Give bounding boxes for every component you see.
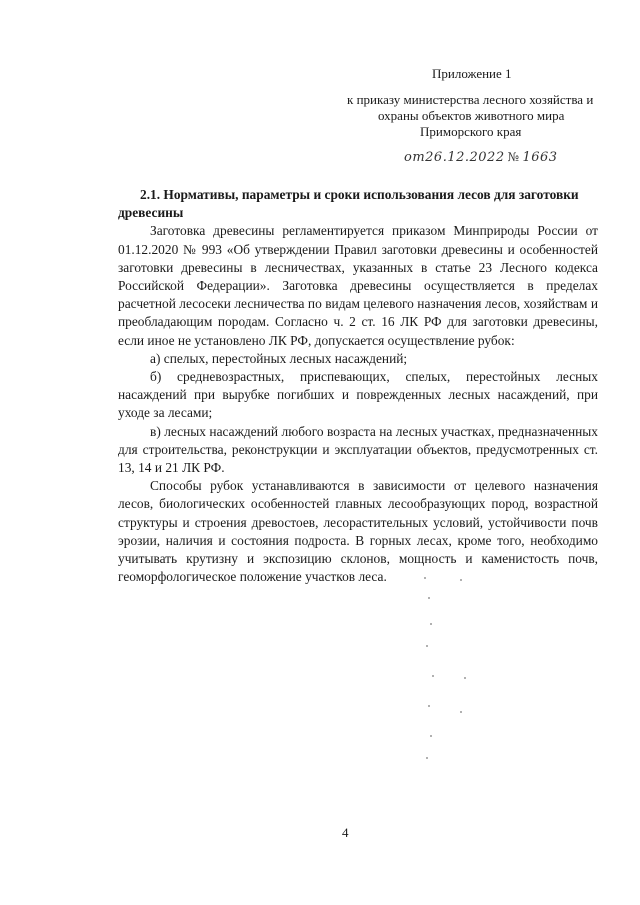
paragraph-felling-methods: Способы рубок устанавливаются в зависимости от целевого назначения лесов, биологических особенностей главных лесообразующих пород, возрастной структуры и строения древостоев, лесорастительных условий, устойчивости почв эрозии, наличия и состояния подроста. В горных лесах, кроме того, необходимо учитывать крутизну и экспозицию склонов, мощность и каменистость почв, геоморфологическое положение участков леса.	[118, 478, 598, 585]
paragraph-regulation: Заготовка древесины регламентируется приказом Минприроды России от 01.12.2020 № 993 «Об утверждении Правил заготовки древесины и особенностей заготовки древесины в лесничествах, указанных в статье 23 Лесного кодекса Российской Федерации». Заготовка древесины осуществляется в пределах расчетной лесосеки лесничества по видам целевого назначения лесов, хозяйствам и преобладающим породам. Согласно ч. 2 ст. 16 ЛК РФ для заготовки древесины, если иное не установлено ЛК РФ, допускается осуществление рубок:	[118, 223, 598, 348]
appendix-label: Приложение 1	[432, 66, 512, 81]
scan-noise	[420, 575, 480, 765]
number-sign: №	[507, 150, 520, 164]
list-item-a: а) спелых, перестойных лесных насаждений;	[150, 350, 408, 366]
handwritten-number: 1663	[522, 150, 558, 165]
list-item-c: в) лесных насаждений любого возраста на лесных участках, предназначенных для строительства, реконструкции и эксплуатации объектов, предусмотренных ст. 13, 14 и 21 ЛК РФ.	[118, 423, 598, 476]
order-reference-line1: к приказу министерства лесного хозяйства и	[347, 92, 594, 107]
date-prefix: от	[404, 150, 426, 165]
order-date-number	[404, 150, 558, 165]
page-number: 4	[342, 825, 349, 840]
order-reference-line3: Приморского края	[420, 124, 522, 139]
section-body	[118, 186, 598, 586]
section-heading: 2.1. Нормативы, параметры и сроки использования лесов для заготовки древесины	[118, 187, 579, 221]
handwritten-date: 26.12.2022	[425, 150, 505, 165]
order-reference-line2: охраны объектов животного мира	[378, 108, 565, 123]
list-item-b: б) средневозрастных, приспевающих, спелых, перестойных лесных насаждений при вырубке погибших и поврежденных лесных насаждений, при уходе за лесами;	[118, 369, 598, 421]
